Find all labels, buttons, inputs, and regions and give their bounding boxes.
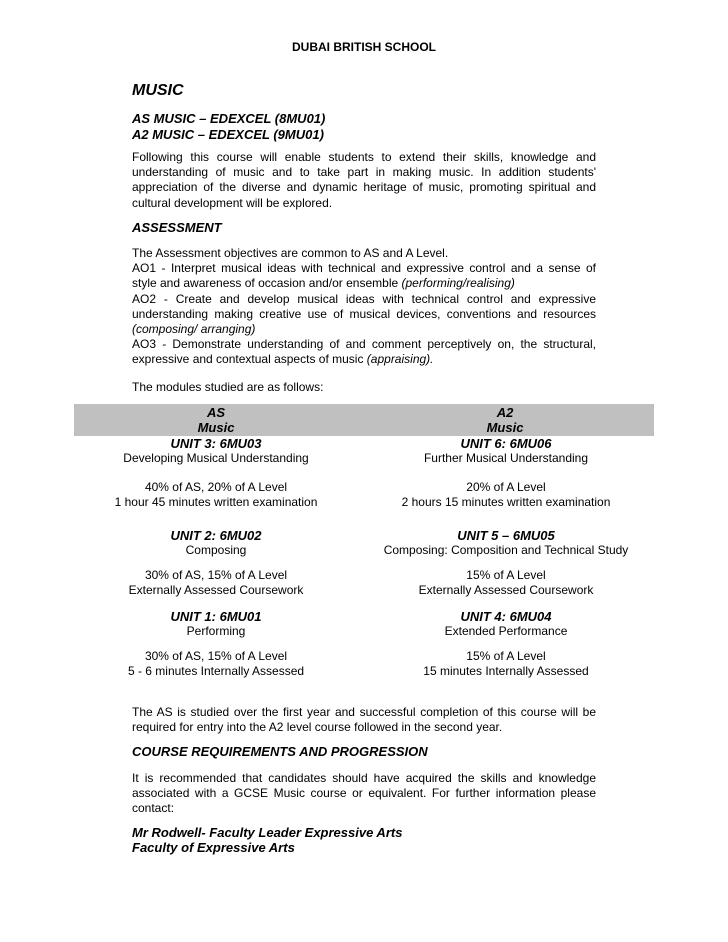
unit-weight: 15% of A Level: [466, 649, 546, 663]
unit-name: Composing: Composition and Technical Study: [383, 543, 629, 557]
contact-faculty: Faculty of Expressive Arts: [132, 840, 295, 855]
unit-mode: 15 minutes Internally Assessed: [423, 664, 589, 678]
a2-subheader: Music: [486, 420, 524, 435]
ao2-italic: (composing/ arranging): [132, 322, 256, 337]
a2-column-header: [375, 405, 635, 435]
unit-code: UNIT 3: 6MU03: [170, 436, 262, 451]
as-course-code: AS MUSIC – EDEXCEL (8MU01): [132, 111, 326, 126]
unit-name: Performing: [186, 624, 246, 638]
unit-block-a2-3: [370, 609, 642, 679]
unit-block-as-3: [84, 609, 348, 679]
unit-code: UNIT 4: 6MU04: [460, 609, 552, 624]
unit-mode: 5 - 6 minutes Internally Assessed: [127, 664, 305, 678]
school-header: DUBAI BRITISH SCHOOL: [292, 40, 436, 54]
unit-code: UNIT 5 – 6MU05: [457, 528, 555, 543]
unit-block-a2-2: [370, 528, 642, 598]
ao1-objective: [132, 261, 596, 291]
unit-weight: 20% of A Level: [466, 480, 546, 494]
ao3-objective: [132, 337, 596, 367]
unit-mode: 1 hour 45 minutes written examination: [114, 495, 318, 509]
unit-code: UNIT 2: 6MU02: [170, 528, 262, 543]
ao1-italic: (performing/realising): [401, 276, 515, 291]
unit-name: Extended Performance: [444, 624, 568, 638]
ao2-objective: [132, 292, 596, 338]
ao3-italic: (appraising).: [366, 352, 434, 367]
as-subheader: Music: [197, 420, 235, 435]
a2-header: A2: [496, 405, 514, 420]
subject-title: MUSIC: [132, 82, 184, 99]
assessment-intro: The Assessment objectives are common to AS and A Level.: [132, 246, 449, 260]
unit-mode: Externally Assessed Coursework: [418, 583, 594, 597]
as-column-header: [100, 405, 332, 435]
modules-intro: The modules studied are as follows:: [132, 380, 324, 394]
contact-name: Mr Rodwell- Faculty Leader Expressive Arts: [132, 825, 403, 840]
unit-weight: 30% of AS, 15% of A Level: [144, 568, 288, 582]
assessment-heading: ASSESSMENT: [132, 220, 222, 235]
unit-name: Composing: [185, 543, 247, 557]
course-requirements-paragraph: It is recommended that candidates should have acquired the skills and knowledge associated with a GCSE Music course or equivalent. For further information please contact:: [132, 771, 596, 816]
ao3-text: AO3 - Demonstrate understanding of and comment perceptively on, the structural, expressive and contextual aspects of music: [132, 337, 596, 367]
assessment-objectives: [132, 246, 596, 368]
unit-block-as-1: [84, 436, 348, 510]
a2-course-code: A2 MUSIC – EDEXCEL (9MU01): [132, 127, 324, 142]
course-requirements-heading: COURSE REQUIREMENTS AND PROGRESSION: [132, 744, 428, 759]
intro-paragraph: Following this course will enable students to extend their skills, knowledge and understanding of music and to take part in making music. In addition students' appreciation of the diverse and dynamic heritage of music, promoting spiritual and cultural development will be explored.: [132, 150, 596, 210]
unit-name: Developing Musical Understanding: [123, 451, 309, 465]
as-note-paragraph: The AS is studied over the first year and successful completion of this course will be required for entry into the A2 level course followed in the second year.: [132, 705, 596, 735]
unit-weight: 15% of A Level: [466, 568, 546, 582]
unit-weight: 40% of AS, 20% of A Level: [144, 480, 288, 494]
unit-weight: 30% of AS, 15% of A Level: [144, 649, 288, 663]
unit-code: UNIT 1: 6MU01: [170, 609, 262, 624]
unit-mode: 2 hours 15 minutes written examination: [401, 495, 611, 509]
unit-name: Further Musical Understanding: [423, 451, 589, 465]
unit-mode: Externally Assessed Coursework: [128, 583, 304, 597]
unit-block-as-2: [84, 528, 348, 598]
as-header: AS: [206, 405, 226, 420]
unit-code: UNIT 6: 6MU06: [460, 436, 552, 451]
ao2-text: AO2 - Create and develop musical ideas with technical control and expressive understanding making creative use of musical devices, conventions and resources: [132, 291, 596, 321]
ao1-text: AO1 - Interpret musical ideas with technical and expressive control and a sense of style and awareness of occasion and/or ensemble: [132, 261, 596, 291]
unit-block-a2-1: [370, 436, 642, 510]
